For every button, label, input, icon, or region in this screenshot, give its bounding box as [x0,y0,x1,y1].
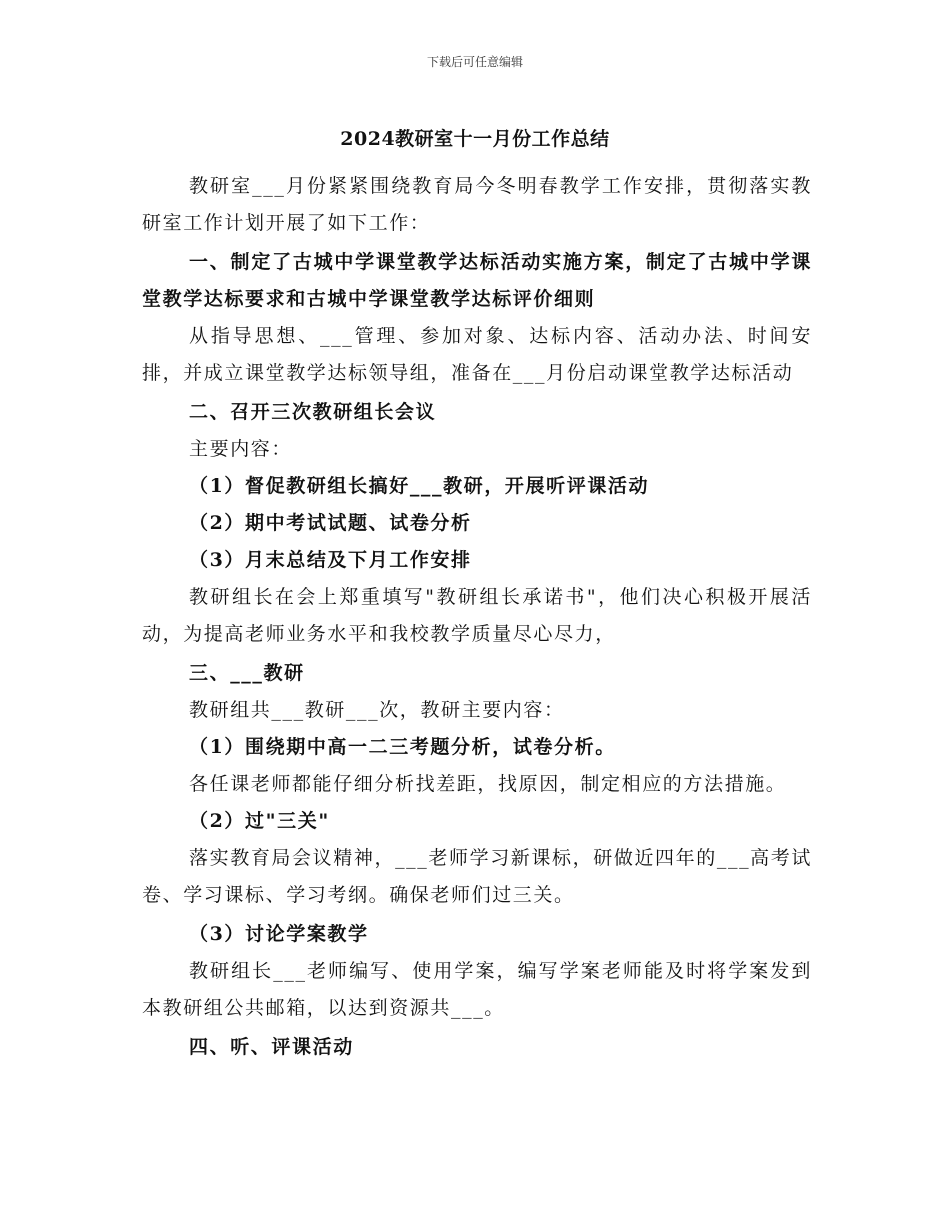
body-paragraph: 教研组长___老师编写、使用学案，编写学案老师能及时将学案发到本教研组公共邮箱，以达到资源共___。 [142,960,812,1019]
body-paragraph: 教研组长在会上郑重填写"教研组长承诺书"，他们决心积极开展活动，为提高老师业务水平和我校教学质量尽心尽力， [142,586,812,645]
section-heading-2: 二、召开三次教研组长会议 [189,401,437,423]
body-paragraph: 主要内容： [189,438,293,460]
section-heading-3: 三、___教研 [189,662,305,684]
list-item: （2）过"三关" [189,810,330,832]
body-paragraph: 教研组共___教研___次，教研主要内容： [189,699,565,721]
intro-paragraph: 教研室___月份紧紧围绕教育局今冬明春教学工作安排，贯彻落实教研室工作计划开展了如下工作： [142,175,812,234]
list-item: （1）围绕期中高一二三考题分析，试卷分析。 [189,736,616,758]
header-note: 下载后可任意编辑 [426,55,523,69]
document-body [142,168,812,1066]
list-item: （3）讨论学案教学 [189,923,369,945]
body-paragraph: 从指导思想、___管理、参加对象、达标内容、活动办法、时间安排，并成立课堂教学达标领导组，准备在___月份启动课堂教学达标活动 [142,325,812,384]
list-item: （2）期中考试试题、试卷分析 [189,512,472,534]
section-heading-4: 四、听、评课活动 [189,1036,354,1058]
document-title: 2024教研室十一月份工作总结 [340,128,610,150]
list-item: （3）月末总结及下月工作安排 [189,549,472,571]
body-paragraph: 各任课老师都能仔细分析找差距，找原因，制定相应的方法措施。 [189,773,787,795]
body-paragraph: 落实教育局会议精神，___老师学习新课标，研做近四年的___高考试卷、学习课标、学习考纲。确保老师们过三关。 [142,847,812,906]
section-heading-1: 一、制定了古城中学课堂教学达标活动实施方案，制定了古城中学课堂教学达标要求和古城中学课堂教学达标评价细则 [142,251,812,310]
list-item: （1）督促教研组长搞好___教研，开展听评课活动 [189,475,650,497]
